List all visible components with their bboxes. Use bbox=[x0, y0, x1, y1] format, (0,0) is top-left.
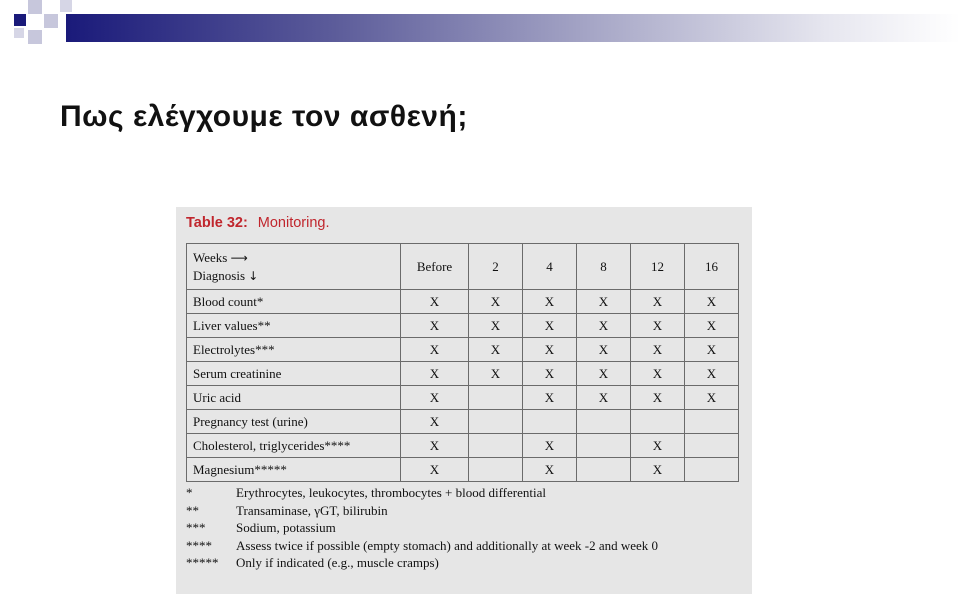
table-cell bbox=[631, 410, 685, 434]
deco-square-light bbox=[44, 14, 58, 28]
row-label: Electrolytes*** bbox=[187, 338, 401, 362]
table-cell: X bbox=[577, 290, 631, 314]
table-cell: X bbox=[401, 458, 469, 482]
table-cell bbox=[577, 458, 631, 482]
table-cell bbox=[469, 410, 523, 434]
monitoring-table bbox=[186, 243, 739, 482]
corner-diagnosis-label: Diagnosis bbox=[193, 267, 245, 283]
table-cell bbox=[469, 458, 523, 482]
table-cell bbox=[685, 458, 739, 482]
corner-weeks-label: Weeks bbox=[193, 249, 228, 265]
table-cell: X bbox=[401, 362, 469, 386]
caption-label: Table 32: bbox=[186, 215, 248, 231]
table-cell: X bbox=[523, 338, 577, 362]
table-cell: X bbox=[577, 338, 631, 362]
footnote bbox=[186, 502, 746, 520]
table-cell: X bbox=[469, 290, 523, 314]
column-header: 4 bbox=[523, 244, 577, 290]
header-gradient-bar bbox=[66, 14, 960, 42]
table-cell: X bbox=[523, 362, 577, 386]
table-cell: X bbox=[523, 386, 577, 410]
table-row bbox=[187, 362, 739, 386]
footnote-mark: *** bbox=[186, 520, 206, 535]
table-cell: X bbox=[631, 338, 685, 362]
column-header: 2 bbox=[469, 244, 523, 290]
table-cell: X bbox=[469, 362, 523, 386]
table-cell: X bbox=[685, 314, 739, 338]
row-label: Blood count* bbox=[187, 290, 401, 314]
table-row bbox=[187, 314, 739, 338]
table-cell: X bbox=[685, 290, 739, 314]
table-cell: X bbox=[631, 434, 685, 458]
footnote bbox=[186, 519, 746, 537]
footnote-mark: ***** bbox=[186, 555, 219, 570]
footnote-text: Erythrocytes, leukocytes, thrombocytes + blood differential bbox=[236, 485, 546, 500]
deco-square-light bbox=[14, 28, 24, 38]
footnote-text: Transaminase, γGT, bilirubin bbox=[236, 502, 388, 518]
footnote bbox=[186, 484, 746, 502]
column-header: 16 bbox=[685, 244, 739, 290]
column-header: 8 bbox=[577, 244, 631, 290]
footnote-mark: **** bbox=[186, 537, 212, 553]
table-cell: X bbox=[523, 314, 577, 338]
table-cell: X bbox=[685, 338, 739, 362]
row-label: Cholesterol, triglycerides**** bbox=[187, 434, 401, 458]
table-cell: X bbox=[631, 290, 685, 314]
table-cell bbox=[523, 410, 577, 434]
table-cell: X bbox=[631, 386, 685, 410]
table-cell: X bbox=[401, 386, 469, 410]
footnote bbox=[186, 554, 746, 572]
monitoring-table-figure bbox=[176, 207, 752, 594]
column-header: 12 bbox=[631, 244, 685, 290]
table-cell: X bbox=[469, 338, 523, 362]
footnote bbox=[186, 537, 746, 555]
table-cell: X bbox=[401, 410, 469, 434]
column-header: Before bbox=[401, 244, 469, 290]
table-row bbox=[187, 410, 739, 434]
caption-text: Monitoring. bbox=[257, 215, 330, 231]
table-cell: X bbox=[401, 314, 469, 338]
table-cell: X bbox=[577, 386, 631, 410]
table-cell bbox=[685, 410, 739, 434]
row-label: Liver values** bbox=[187, 314, 401, 338]
table-cell: X bbox=[685, 386, 739, 410]
table-cell bbox=[469, 434, 523, 458]
footnote-mark: * bbox=[186, 485, 193, 500]
table-cell: X bbox=[401, 290, 469, 314]
arrow-down-icon: ↓ bbox=[248, 268, 259, 283]
table-cell bbox=[577, 434, 631, 458]
table-row bbox=[187, 434, 739, 458]
table-cell: X bbox=[401, 338, 469, 362]
table-cell: X bbox=[631, 458, 685, 482]
deco-square-light bbox=[28, 30, 42, 44]
arrow-right-icon: ⟶ bbox=[230, 250, 248, 265]
table-cell: X bbox=[469, 314, 523, 338]
footnote-mark: ** bbox=[186, 502, 199, 518]
table-footnotes bbox=[186, 484, 746, 572]
table-cell bbox=[469, 386, 523, 410]
deco-square-dark bbox=[14, 14, 26, 26]
row-label: Serum creatinine bbox=[187, 362, 401, 386]
table-row bbox=[187, 338, 739, 362]
footnote-text: Sodium, potassium bbox=[236, 520, 336, 535]
table-header-row bbox=[187, 244, 739, 290]
table-cell: X bbox=[631, 314, 685, 338]
row-label: Uric acid bbox=[187, 386, 401, 410]
footnote-text: Assess twice if possible (empty stomach) and additionally at week -2 and week 0 bbox=[236, 537, 659, 553]
table-cell: X bbox=[523, 290, 577, 314]
table-cell: X bbox=[523, 458, 577, 482]
footnote-text: Only if indicated (e.g., muscle cramps) bbox=[236, 555, 439, 570]
table-cell: X bbox=[631, 362, 685, 386]
table-cell: X bbox=[401, 434, 469, 458]
row-label: Magnesium***** bbox=[187, 458, 401, 482]
table-cell: X bbox=[577, 314, 631, 338]
corner-cell bbox=[187, 244, 401, 290]
deco-square-light bbox=[60, 0, 72, 12]
table-row bbox=[187, 458, 739, 482]
deco-square-light bbox=[28, 0, 42, 14]
table-caption bbox=[186, 215, 330, 231]
table-cell bbox=[685, 434, 739, 458]
table-cell: X bbox=[577, 362, 631, 386]
row-label: Pregnancy test (urine) bbox=[187, 410, 401, 434]
table-row bbox=[187, 386, 739, 410]
table-cell bbox=[577, 410, 631, 434]
table-row bbox=[187, 290, 739, 314]
table-cell: X bbox=[685, 362, 739, 386]
slide-title: Πως ελέγχουμε τον ασθενή; bbox=[60, 100, 468, 133]
table-cell: X bbox=[523, 434, 577, 458]
